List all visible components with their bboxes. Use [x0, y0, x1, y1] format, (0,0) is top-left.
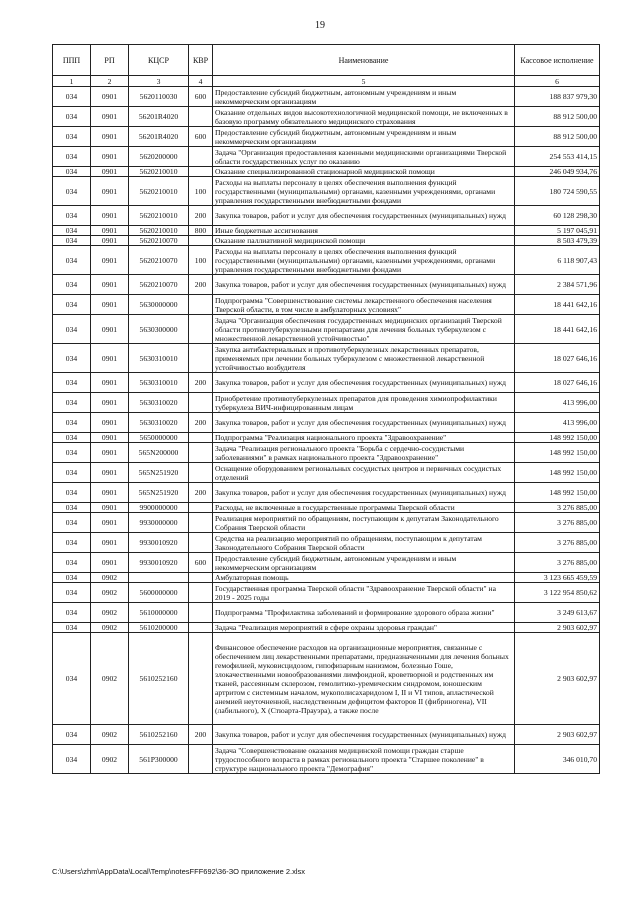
cell-rp: 0901	[91, 295, 129, 315]
table-row	[53, 623, 600, 633]
cell-rp: 0901	[91, 177, 129, 206]
cell-kvr	[189, 433, 213, 443]
cell-rp: 0901	[91, 315, 129, 344]
cell-ppp: 034	[53, 533, 91, 553]
cell-kcsr: 5630310010	[129, 373, 189, 393]
cell-kcsr: 565N251920	[129, 483, 189, 503]
table-row	[53, 573, 600, 583]
table-row	[53, 483, 600, 503]
cell-kcsr: 9900000000	[129, 503, 189, 513]
cell-rp: 0902	[91, 573, 129, 583]
cell-kvr	[189, 236, 213, 246]
cell-rp: 0901	[91, 533, 129, 553]
cell-kcsr: 9930010920	[129, 553, 189, 573]
cell-kvr: 200	[189, 206, 213, 226]
cell-kcsr: 5620210070	[129, 236, 189, 246]
table-row	[53, 275, 600, 295]
cell-execution: 180 724 590,55	[515, 177, 600, 206]
cell-kcsr: 5630310020	[129, 413, 189, 433]
cell-kcsr: 565N251920	[129, 463, 189, 483]
cell-kcsr: 561P300000	[129, 745, 189, 774]
table-row	[53, 433, 600, 443]
table-row	[53, 503, 600, 513]
cell-name: Оказание отдельных видов высокотехнологичной медицинской помощи, не включенных в базовую программу обязательного медицинского страхования	[213, 107, 515, 127]
cell-execution: 188 837 979,30	[515, 87, 600, 107]
cell-ppp: 034	[53, 443, 91, 463]
cell-rp: 0902	[91, 623, 129, 633]
cell-name: Расходы, не включенные в государственные программы Тверской области	[213, 503, 515, 513]
cell-rp: 0901	[91, 463, 129, 483]
column-number: 6	[515, 76, 600, 87]
cell-execution: 413 996,00	[515, 393, 600, 413]
cell-kcsr: 5630000000	[129, 295, 189, 315]
cell-name: Приобретение противотуберкулезных препаратов для проведения химиопрофилактики туберкулеза ВИЧ-инфицированным лицам	[213, 393, 515, 413]
cell-ppp: 034	[53, 167, 91, 177]
cell-rp: 0902	[91, 745, 129, 774]
cell-kcsr: 56201R4020	[129, 107, 189, 127]
cell-name: Средства на реализацию мероприятий по обращениям, поступающим к депутатам Законодательного Собрания Тверской области	[213, 533, 515, 553]
cell-kvr: 100	[189, 246, 213, 275]
cell-kcsr: 5630310020	[129, 393, 189, 413]
cell-ppp: 034	[53, 295, 91, 315]
cell-kcsr	[129, 573, 189, 583]
table-row	[53, 167, 600, 177]
cell-ppp: 034	[53, 275, 91, 295]
cell-execution: 18 441 642,16	[515, 295, 600, 315]
cell-name: Оказание паллиативной медицинской помощи	[213, 236, 515, 246]
cell-ppp: 034	[53, 633, 91, 725]
cell-kvr	[189, 107, 213, 127]
table-row	[53, 315, 600, 344]
cell-rp: 0901	[91, 503, 129, 513]
cell-execution: 2 903 602,97	[515, 633, 600, 725]
cell-ppp: 034	[53, 107, 91, 127]
cell-execution: 346 010,70	[515, 745, 600, 774]
cell-execution: 3 123 665 459,59	[515, 573, 600, 583]
cell-execution: 254 553 414,15	[515, 147, 600, 167]
cell-ppp: 034	[53, 177, 91, 206]
cell-kvr	[189, 503, 213, 513]
cell-kcsr: 5620210010	[129, 206, 189, 226]
cell-execution: 2 903 602,97	[515, 725, 600, 745]
cell-rp: 0901	[91, 275, 129, 295]
cell-ppp: 034	[53, 373, 91, 393]
cell-execution: 18 441 642,16	[515, 315, 600, 344]
header-execution: Кассовое исполнение	[515, 45, 600, 76]
cell-kcsr: 5610252160	[129, 725, 189, 745]
cell-ppp: 034	[53, 315, 91, 344]
cell-ppp: 034	[53, 463, 91, 483]
cell-name: Оказание специализированной стационарной медицинской помощи	[213, 167, 515, 177]
cell-rp: 0902	[91, 633, 129, 725]
cell-ppp: 034	[53, 147, 91, 167]
cell-rp: 0901	[91, 206, 129, 226]
table-row	[53, 344, 600, 373]
cell-rp: 0901	[91, 513, 129, 533]
cell-kvr: 600	[189, 87, 213, 107]
cell-rp: 0902	[91, 603, 129, 623]
cell-kvr	[189, 603, 213, 623]
cell-kcsr: 5630300000	[129, 315, 189, 344]
cell-execution: 6 118 907,43	[515, 246, 600, 275]
cell-kvr	[189, 583, 213, 603]
cell-kvr	[189, 295, 213, 315]
cell-kcsr: 5620210010	[129, 177, 189, 206]
table-row	[53, 633, 600, 725]
cell-kcsr: 9930000000	[129, 513, 189, 533]
cell-name: Реализация мероприятий по обращениям, поступающим к депутатам Законодательного Собрания Тверской области	[213, 513, 515, 533]
cell-name: Задача "Реализация регионального проекта "Борьба с сердечно-сосудистыми заболеваниями" в рамках национального проекта "Здравоохранение"	[213, 443, 515, 463]
cell-name: Финансовое обеспечение расходов на организационные мероприятия, связанные с обеспечением лиц лекарственными препаратами, предназначенными для лечения больных гемофилией, муковисцидозом, гипофизарным нанизмом, болезнью Гоше, злокачественными новообразованиями лимфоидной, кроветворной и родственных им тканей, рассеянным склерозом, гемолитико-уремическим синдромом, юношеским артритом с системным началом, мукополисахаридозом I, II и VI типов, апластической анемией неуточненной, наследственным дефицитом факторов II (фибриногена), VII (лабильного), X (Стюарта-Прауэра), а также после	[213, 633, 515, 725]
header-rp: РП	[91, 45, 129, 76]
header-name: Наименование	[213, 45, 515, 76]
table-row	[53, 177, 600, 206]
cell-execution: 8 503 479,39	[515, 236, 600, 246]
table-row	[53, 413, 600, 433]
budget-table	[52, 44, 600, 774]
table-row	[53, 745, 600, 774]
cell-name: Предоставление субсидий бюджетным, автономным учреждениям и иным некоммерческим организациям	[213, 127, 515, 147]
cell-execution: 148 992 150,00	[515, 483, 600, 503]
cell-ppp: 034	[53, 206, 91, 226]
cell-name: Закупка товаров, работ и услуг для обеспечения государственных (муниципальных) нужд	[213, 725, 515, 745]
table-row	[53, 583, 600, 603]
cell-kvr	[189, 623, 213, 633]
cell-rp: 0901	[91, 483, 129, 503]
cell-kcsr: 5630310010	[129, 344, 189, 373]
cell-name: Государственная программа Тверской области "Здравоохранение Тверской области" на 2019 - 2025 годы	[213, 583, 515, 603]
table-row	[53, 373, 600, 393]
cell-kcsr: 5600000000	[129, 583, 189, 603]
cell-rp: 0901	[91, 433, 129, 443]
cell-execution: 3 276 885,00	[515, 513, 600, 533]
column-number: 3	[129, 76, 189, 87]
cell-kvr	[189, 463, 213, 483]
cell-kvr	[189, 393, 213, 413]
cell-kvr	[189, 513, 213, 533]
cell-ppp: 034	[53, 483, 91, 503]
cell-kvr: 600	[189, 553, 213, 573]
cell-name: Закупка товаров, работ и услуг для обеспечения государственных (муниципальных) нужд	[213, 483, 515, 503]
cell-name: Закупка товаров, работ и услуг для обеспечения государственных (муниципальных) нужд	[213, 413, 515, 433]
table-row	[53, 393, 600, 413]
cell-execution: 18 027 646,16	[515, 373, 600, 393]
cell-kvr: 200	[189, 275, 213, 295]
table-row	[53, 147, 600, 167]
cell-name: Иные бюджетные ассигнования	[213, 226, 515, 236]
cell-execution: 88 912 500,00	[515, 107, 600, 127]
cell-ppp: 034	[53, 553, 91, 573]
cell-name: Оснащение оборудованием региональных сосудистых центров и первичных сосудистых отделений	[213, 463, 515, 483]
cell-rp: 0901	[91, 443, 129, 463]
cell-name: Подпрограмма "Совершенствование системы лекарственного обеспечения населения Тверской области, в том числе в амбулаторных условиях"	[213, 295, 515, 315]
cell-kcsr: 56201R4020	[129, 127, 189, 147]
cell-execution: 2 903 602,97	[515, 623, 600, 633]
cell-kvr	[189, 344, 213, 373]
cell-name: Задача "Организация предоставления казенными медицинскими организациями Тверской области государственных услуг по оказанию	[213, 147, 515, 167]
header-ppp: ППП	[53, 45, 91, 76]
cell-ppp: 034	[53, 573, 91, 583]
cell-kcsr: 5610200000	[129, 623, 189, 633]
cell-rp: 0901	[91, 413, 129, 433]
cell-kvr	[189, 167, 213, 177]
cell-ppp: 034	[53, 513, 91, 533]
cell-kvr	[189, 533, 213, 553]
table-row	[53, 246, 600, 275]
cell-kvr: 800	[189, 226, 213, 236]
column-number: 4	[189, 76, 213, 87]
column-number: 1	[53, 76, 91, 87]
cell-execution: 148 992 150,00	[515, 463, 600, 483]
cell-name: Предоставление субсидий бюджетным, автономным учреждениям и иным некоммерческим организациям	[213, 87, 515, 107]
cell-ppp: 034	[53, 344, 91, 373]
cell-name: Задача "Реализация мероприятий в сфере охраны здоровья граждан"	[213, 623, 515, 633]
cell-kcsr: 5620210070	[129, 246, 189, 275]
cell-name: Закупка товаров, работ и услуг для обеспечения государственных (муниципальных) нужд	[213, 275, 515, 295]
cell-kvr: 200	[189, 725, 213, 745]
cell-name: Задача "Организация обеспечения государственных медицинских организаций Тверской области противотуберкулезными препаратами для лечения больных туберкулезом с множественной лекарственной устойчивостью"	[213, 315, 515, 344]
cell-rp: 0901	[91, 127, 129, 147]
cell-kvr: 200	[189, 373, 213, 393]
cell-kvr: 200	[189, 413, 213, 433]
table-row	[53, 87, 600, 107]
table-row	[53, 725, 600, 745]
cell-kcsr: 5620110030	[129, 87, 189, 107]
cell-ppp: 034	[53, 127, 91, 147]
cell-ppp: 034	[53, 413, 91, 433]
cell-execution: 148 992 150,00	[515, 433, 600, 443]
column-number: 5	[213, 76, 515, 87]
page-number: 19	[315, 20, 325, 31]
cell-kcsr: 5610252160	[129, 633, 189, 725]
cell-name: Закупка товаров, работ и услуг для обеспечения государственных (муниципальных) нужд	[213, 373, 515, 393]
cell-rp: 0901	[91, 147, 129, 167]
cell-name: Закупка антибактериальных и противотуберкулезных лекарственных препаратов, применяемых при лечении больных туберкулезом с множественной лекарственной устойчивостью возбудителя	[213, 344, 515, 373]
cell-execution: 5 197 045,91	[515, 226, 600, 236]
cell-name: Задача "Совершенствование оказания медицинской помощи граждан старше трудоспособного возраста в рамках регионального проекта "Старшее поколение" в структуре национального проекта "Демография"	[213, 745, 515, 774]
cell-rp: 0901	[91, 107, 129, 127]
header-kvr: КВР	[189, 45, 213, 76]
column-number: 2	[91, 76, 129, 87]
cell-kvr: 600	[189, 127, 213, 147]
cell-rp: 0901	[91, 393, 129, 413]
cell-kvr: 100	[189, 177, 213, 206]
table-row	[53, 127, 600, 147]
cell-execution: 3 122 954 850,62	[515, 583, 600, 603]
cell-rp: 0901	[91, 236, 129, 246]
cell-ppp: 034	[53, 433, 91, 443]
header-row	[53, 45, 600, 76]
cell-ppp: 034	[53, 583, 91, 603]
table-row	[53, 107, 600, 127]
cell-kvr	[189, 443, 213, 463]
cell-kcsr: 5620210010	[129, 226, 189, 236]
cell-kvr	[189, 745, 213, 774]
cell-rp: 0901	[91, 167, 129, 177]
cell-execution: 3 276 885,00	[515, 533, 600, 553]
cell-rp: 0901	[91, 553, 129, 573]
cell-rp: 0902	[91, 583, 129, 603]
cell-kcsr: 5620200000	[129, 147, 189, 167]
cell-name: Расходы на выплаты персоналу в целях обеспечения выполнения функций государственными (муниципальными) органами, казенными учреждениями, органами управления государственными внебюджетными фондами	[213, 246, 515, 275]
column-number-row	[53, 76, 600, 87]
table-row	[53, 513, 600, 533]
header-kcsr: КЦСР	[129, 45, 189, 76]
table-row	[53, 295, 600, 315]
cell-name: Предоставление субсидий бюджетным, автономным учреждениям и иным некоммерческим организациям	[213, 553, 515, 573]
cell-kcsr: 5610000000	[129, 603, 189, 623]
cell-ppp: 034	[53, 503, 91, 513]
cell-ppp: 034	[53, 236, 91, 246]
cell-ppp: 034	[53, 725, 91, 745]
cell-execution: 246 049 934,76	[515, 167, 600, 177]
cell-name: Закупка товаров, работ и услуг для обеспечения государственных (муниципальных) нужд	[213, 206, 515, 226]
table-row	[53, 603, 600, 623]
cell-kvr	[189, 147, 213, 167]
cell-ppp: 034	[53, 603, 91, 623]
cell-execution: 148 992 150,00	[515, 443, 600, 463]
table-body	[53, 87, 600, 774]
cell-execution: 60 128 298,30	[515, 206, 600, 226]
cell-name: Амбулаторная помощь	[213, 573, 515, 583]
cell-name: Подпрограмма "Реализация национального проекта "Здравоохранение"	[213, 433, 515, 443]
cell-kvr	[189, 573, 213, 583]
cell-rp: 0901	[91, 87, 129, 107]
cell-name: Подпрограмма "Профилактика заболеваний и формирование здорового образа жизни"	[213, 603, 515, 623]
cell-ppp: 034	[53, 246, 91, 275]
cell-rp: 0901	[91, 344, 129, 373]
table-row	[53, 553, 600, 573]
cell-ppp: 034	[53, 393, 91, 413]
cell-ppp: 034	[53, 87, 91, 107]
cell-execution: 18 027 646,16	[515, 344, 600, 373]
cell-execution: 3 276 885,00	[515, 553, 600, 573]
table-row	[53, 443, 600, 463]
cell-kcsr: 5650000000	[129, 433, 189, 443]
cell-kvr	[189, 315, 213, 344]
table-row	[53, 226, 600, 236]
table-row	[53, 533, 600, 553]
cell-kcsr: 5620210010	[129, 167, 189, 177]
cell-rp: 0901	[91, 246, 129, 275]
cell-execution: 88 912 500,00	[515, 127, 600, 147]
cell-ppp: 034	[53, 623, 91, 633]
table-row	[53, 463, 600, 483]
cell-execution: 413 996,00	[515, 413, 600, 433]
cell-rp: 0901	[91, 226, 129, 236]
cell-ppp: 034	[53, 226, 91, 236]
cell-execution: 3 276 885,00	[515, 503, 600, 513]
cell-rp: 0902	[91, 725, 129, 745]
cell-execution: 2 384 571,96	[515, 275, 600, 295]
cell-ppp: 034	[53, 745, 91, 774]
cell-kcsr: 9930010920	[129, 533, 189, 553]
cell-kcsr: 565N200000	[129, 443, 189, 463]
cell-kvr	[189, 633, 213, 725]
cell-execution: 3 249 613,67	[515, 603, 600, 623]
cell-kvr: 200	[189, 483, 213, 503]
file-path-footer: C:\Users\zhm\AppData\Local\Temp\notesFFF692\36-ЗО приложение 2.xlsx	[52, 867, 306, 876]
table-row	[53, 206, 600, 226]
table-row	[53, 236, 600, 246]
cell-rp: 0901	[91, 373, 129, 393]
cell-kcsr: 5620210070	[129, 275, 189, 295]
cell-name: Расходы на выплаты персоналу в целях обеспечения выполнения функций государственными (муниципальными) органами, казенными учреждениями, органами управления государственными внебюджетными фондами	[213, 177, 515, 206]
